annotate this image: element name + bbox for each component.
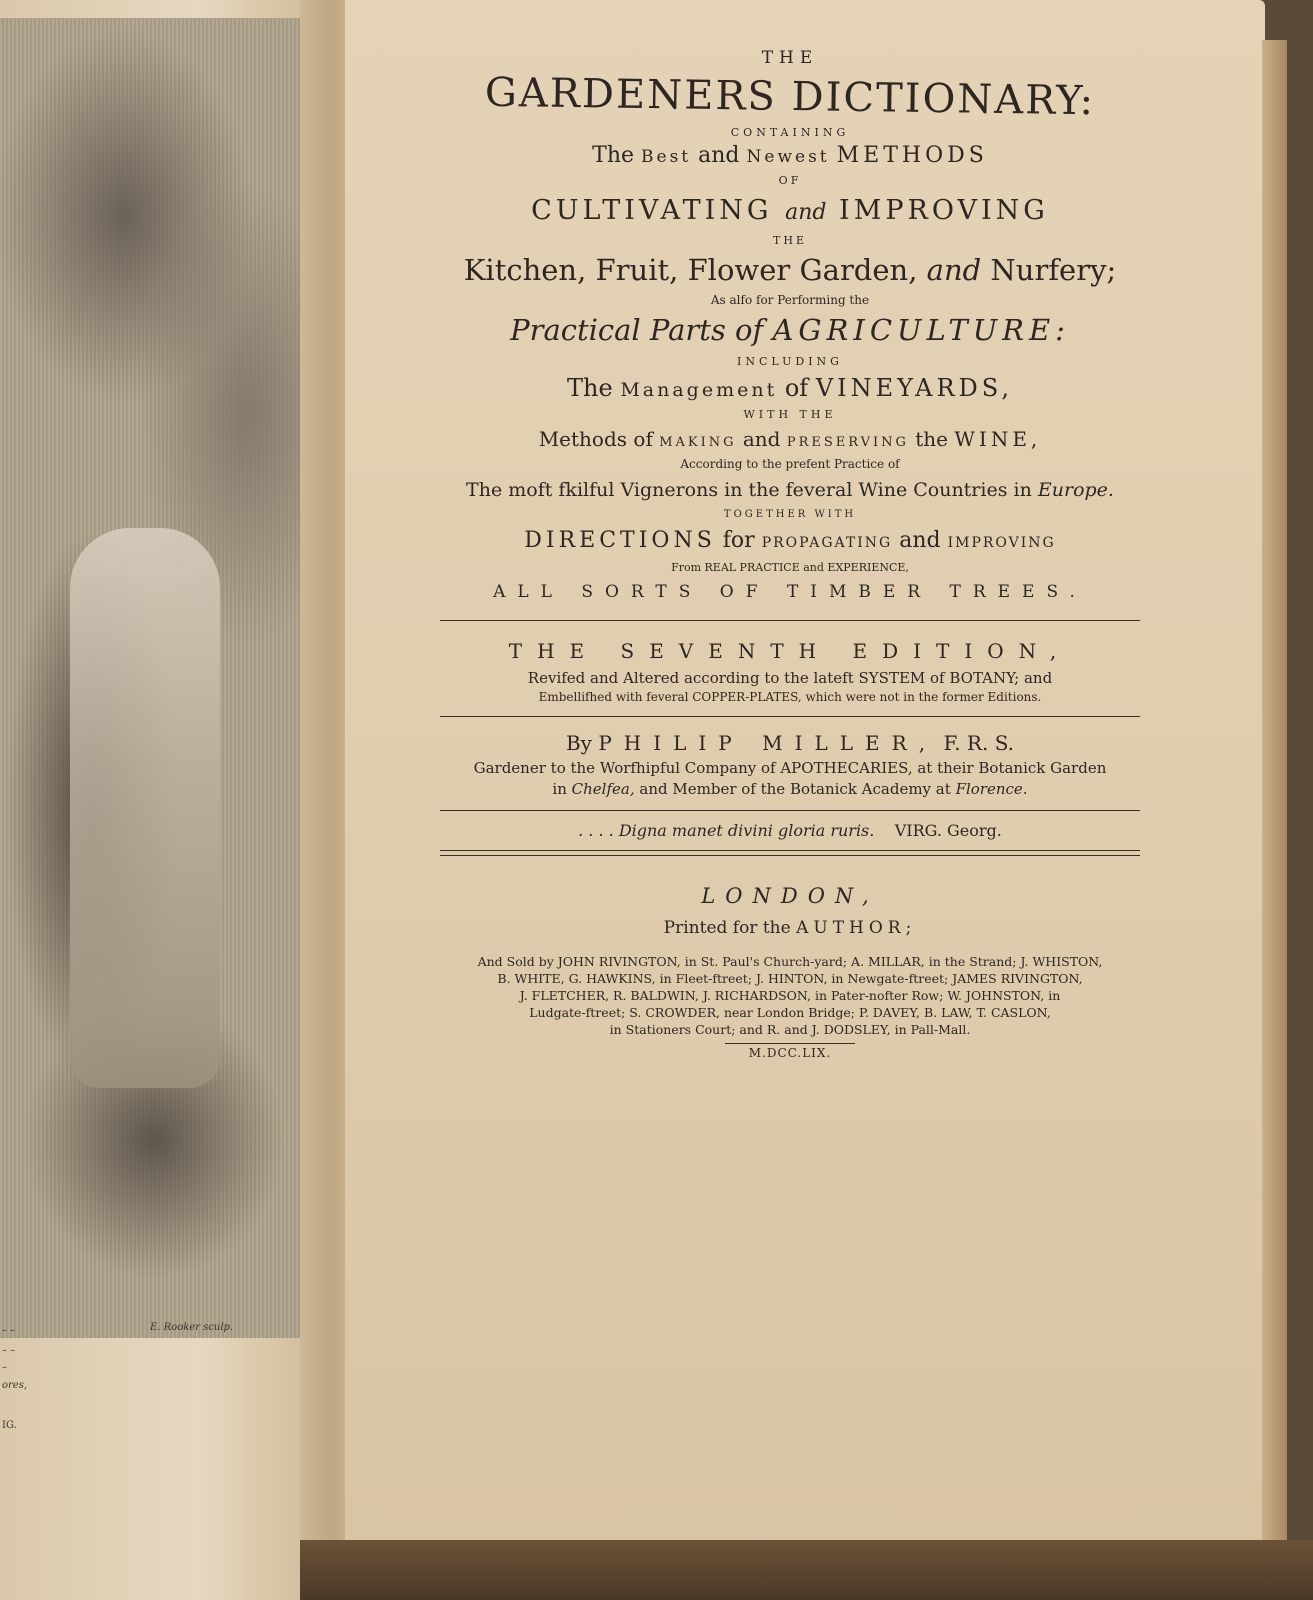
vignerons-europe: Europe. xyxy=(1037,479,1114,501)
left-page xyxy=(0,0,330,1600)
motto-latin: . . . . Digna manet divini gloria ruris. xyxy=(578,821,875,840)
wine-preserving: PRESERVING xyxy=(786,435,909,450)
author-line xyxy=(420,731,1160,755)
rule-2 xyxy=(440,716,1140,717)
directions-propagating: PROPAGATING xyxy=(761,535,893,551)
directions-improving: IMPROVING xyxy=(947,535,1056,551)
year-rule xyxy=(725,1043,855,1044)
improving-word: IMPROVING xyxy=(839,195,1049,226)
year-line: M.DCC.LIX. xyxy=(748,1046,832,1060)
edition-line: THE SEVENTH EDITION, xyxy=(508,639,1072,663)
as-also-line: As alfo for Performing the xyxy=(710,293,870,307)
embellished-line: Embellifhed with feveral COPPER-PLATES, which were not in the former Editions. xyxy=(538,690,1042,704)
page-edges xyxy=(1262,40,1287,1545)
sellers-line: J. FLETCHER, R. BALDWIN, J. RICHARDSON, in Pater-nofter Row; W. JOHNSTON, in xyxy=(519,988,1061,1003)
chelsea-word: Chelfea, xyxy=(571,780,635,798)
directions-word: DIRECTIONS xyxy=(524,528,716,553)
gardens-nursery: Nurfery; xyxy=(990,253,1117,287)
the-heading: THE xyxy=(761,48,819,68)
printed-for-author: AUTHOR; xyxy=(796,918,917,938)
chelsea-in: in xyxy=(552,780,567,798)
methods-best: Best xyxy=(641,147,692,167)
together-with-label: TOGETHER WITH xyxy=(723,509,857,520)
cultivating-and: and xyxy=(785,200,827,225)
cultivating-word: CULTIVATING xyxy=(531,195,773,226)
containing-label: CONTAINING xyxy=(730,126,850,139)
motto-line xyxy=(420,821,1160,840)
with-the-label: WITH THE xyxy=(743,408,837,421)
wine-making: MAKING xyxy=(659,435,737,450)
gardens-and: and xyxy=(926,253,982,287)
engraver-signature: E. Rooker sculp. xyxy=(150,1322,234,1333)
methods-line xyxy=(420,143,1160,168)
left-fragment: IG. xyxy=(2,1420,17,1431)
directions-for: for xyxy=(722,528,755,553)
sellers-line: in Stationers Court; and R. and J. DODSLEY, in Pall-Mall. xyxy=(609,1022,971,1037)
author-frs: F. R. S. xyxy=(943,731,1015,755)
vineyards-line xyxy=(420,374,1160,402)
left-fragment: – – xyxy=(2,1345,16,1356)
vineyards-of: of xyxy=(784,374,809,402)
including-label: INCLUDING xyxy=(737,355,843,368)
left-fragment: – – xyxy=(2,1325,16,1336)
sellers-line: And Sold by JOHN RIVINGTON, in St. Paul's Church-yard; A. MILLAR, in the Strand; J. WHISTON, xyxy=(477,954,1103,969)
vineyards-word: VINEYARDS, xyxy=(815,374,1013,402)
gardens-main: Kitchen, Fruit, Flower Garden, xyxy=(463,253,918,287)
methods-newest: Newest xyxy=(746,147,830,167)
london-line: LONDON, xyxy=(701,884,879,908)
book-cover-edge xyxy=(300,1540,1313,1600)
vineyards-the: The xyxy=(567,374,613,402)
agriculture-part1: Practical Parts of xyxy=(510,313,764,347)
methods-and: and xyxy=(698,143,740,168)
chelsea-line xyxy=(420,780,1160,798)
motto-source: VIRG. Georg. xyxy=(894,821,1002,840)
printed-for-line xyxy=(420,918,1160,938)
wine-the: the xyxy=(915,427,948,451)
frontispiece-engraving xyxy=(0,18,309,1338)
methods-the: The xyxy=(592,143,635,168)
from-real-line: From REAL PRACTICE and EXPERIENCE, xyxy=(671,561,909,574)
engraving-figure xyxy=(70,528,220,1088)
revised-line: Revifed and Altered according to the lateft SYSTEM of BOTANY; and xyxy=(527,669,1053,687)
author-by: By xyxy=(565,731,592,755)
wine-methods-of: Methods of xyxy=(538,427,653,451)
wine-line xyxy=(420,427,1160,451)
directions-line xyxy=(420,528,1160,553)
printed-for-text: Printed for the xyxy=(663,918,791,938)
cultivating-line xyxy=(420,195,1160,226)
of-label: OF xyxy=(778,174,802,187)
left-fragment: ores, xyxy=(2,1380,28,1391)
wine-and: and xyxy=(742,427,781,451)
vineyards-management: Management xyxy=(620,379,778,401)
book-title: GARDENERS DICTIONARY: xyxy=(484,69,1096,125)
left-fragment: – xyxy=(2,1362,7,1373)
rule-5 xyxy=(440,855,1140,856)
vignerons-line xyxy=(420,479,1160,501)
author-name: PHILIP MILLER, xyxy=(598,731,938,755)
directions-and: and xyxy=(899,528,941,553)
chelsea-florence: Florence. xyxy=(955,780,1028,798)
gardens-line xyxy=(420,253,1160,287)
vignerons-main: The moft fkilful Vignerons in the feveral Wine Countries in xyxy=(466,479,1032,501)
agriculture-line xyxy=(420,313,1160,347)
timber-line: ALL SORTS OF TIMBER TREES. xyxy=(493,582,1087,602)
title-block xyxy=(420,48,1160,1060)
sellers-line: B. WHITE, G. HAWKINS, in Fleet-ftreet; J. HINTON, in Newgate-ftreet; JAMES RIVINGTON, xyxy=(497,971,1083,986)
methods-methods: METHODS xyxy=(836,143,988,168)
according-line: According to the prefent Practice of xyxy=(680,457,900,471)
sellers-line: Ludgate-ftreet; S. CROWDER, near London Bridge; P. DAVEY, B. LAW, T. CASLON, xyxy=(529,1005,1051,1020)
wine-word: WINE, xyxy=(954,427,1042,451)
rule-3 xyxy=(440,810,1140,811)
rule-4 xyxy=(440,850,1140,851)
agriculture-word: AGRICULTURE: xyxy=(772,313,1070,347)
chelsea-middle: and Member of the Botanick Academy at xyxy=(639,780,951,798)
gardener-line: Gardener to the Worfhipful Company of APOTHECARIES, at their Botanick Garden xyxy=(473,759,1107,777)
the-label-2: THE xyxy=(773,234,807,247)
rule-1 xyxy=(440,620,1140,621)
